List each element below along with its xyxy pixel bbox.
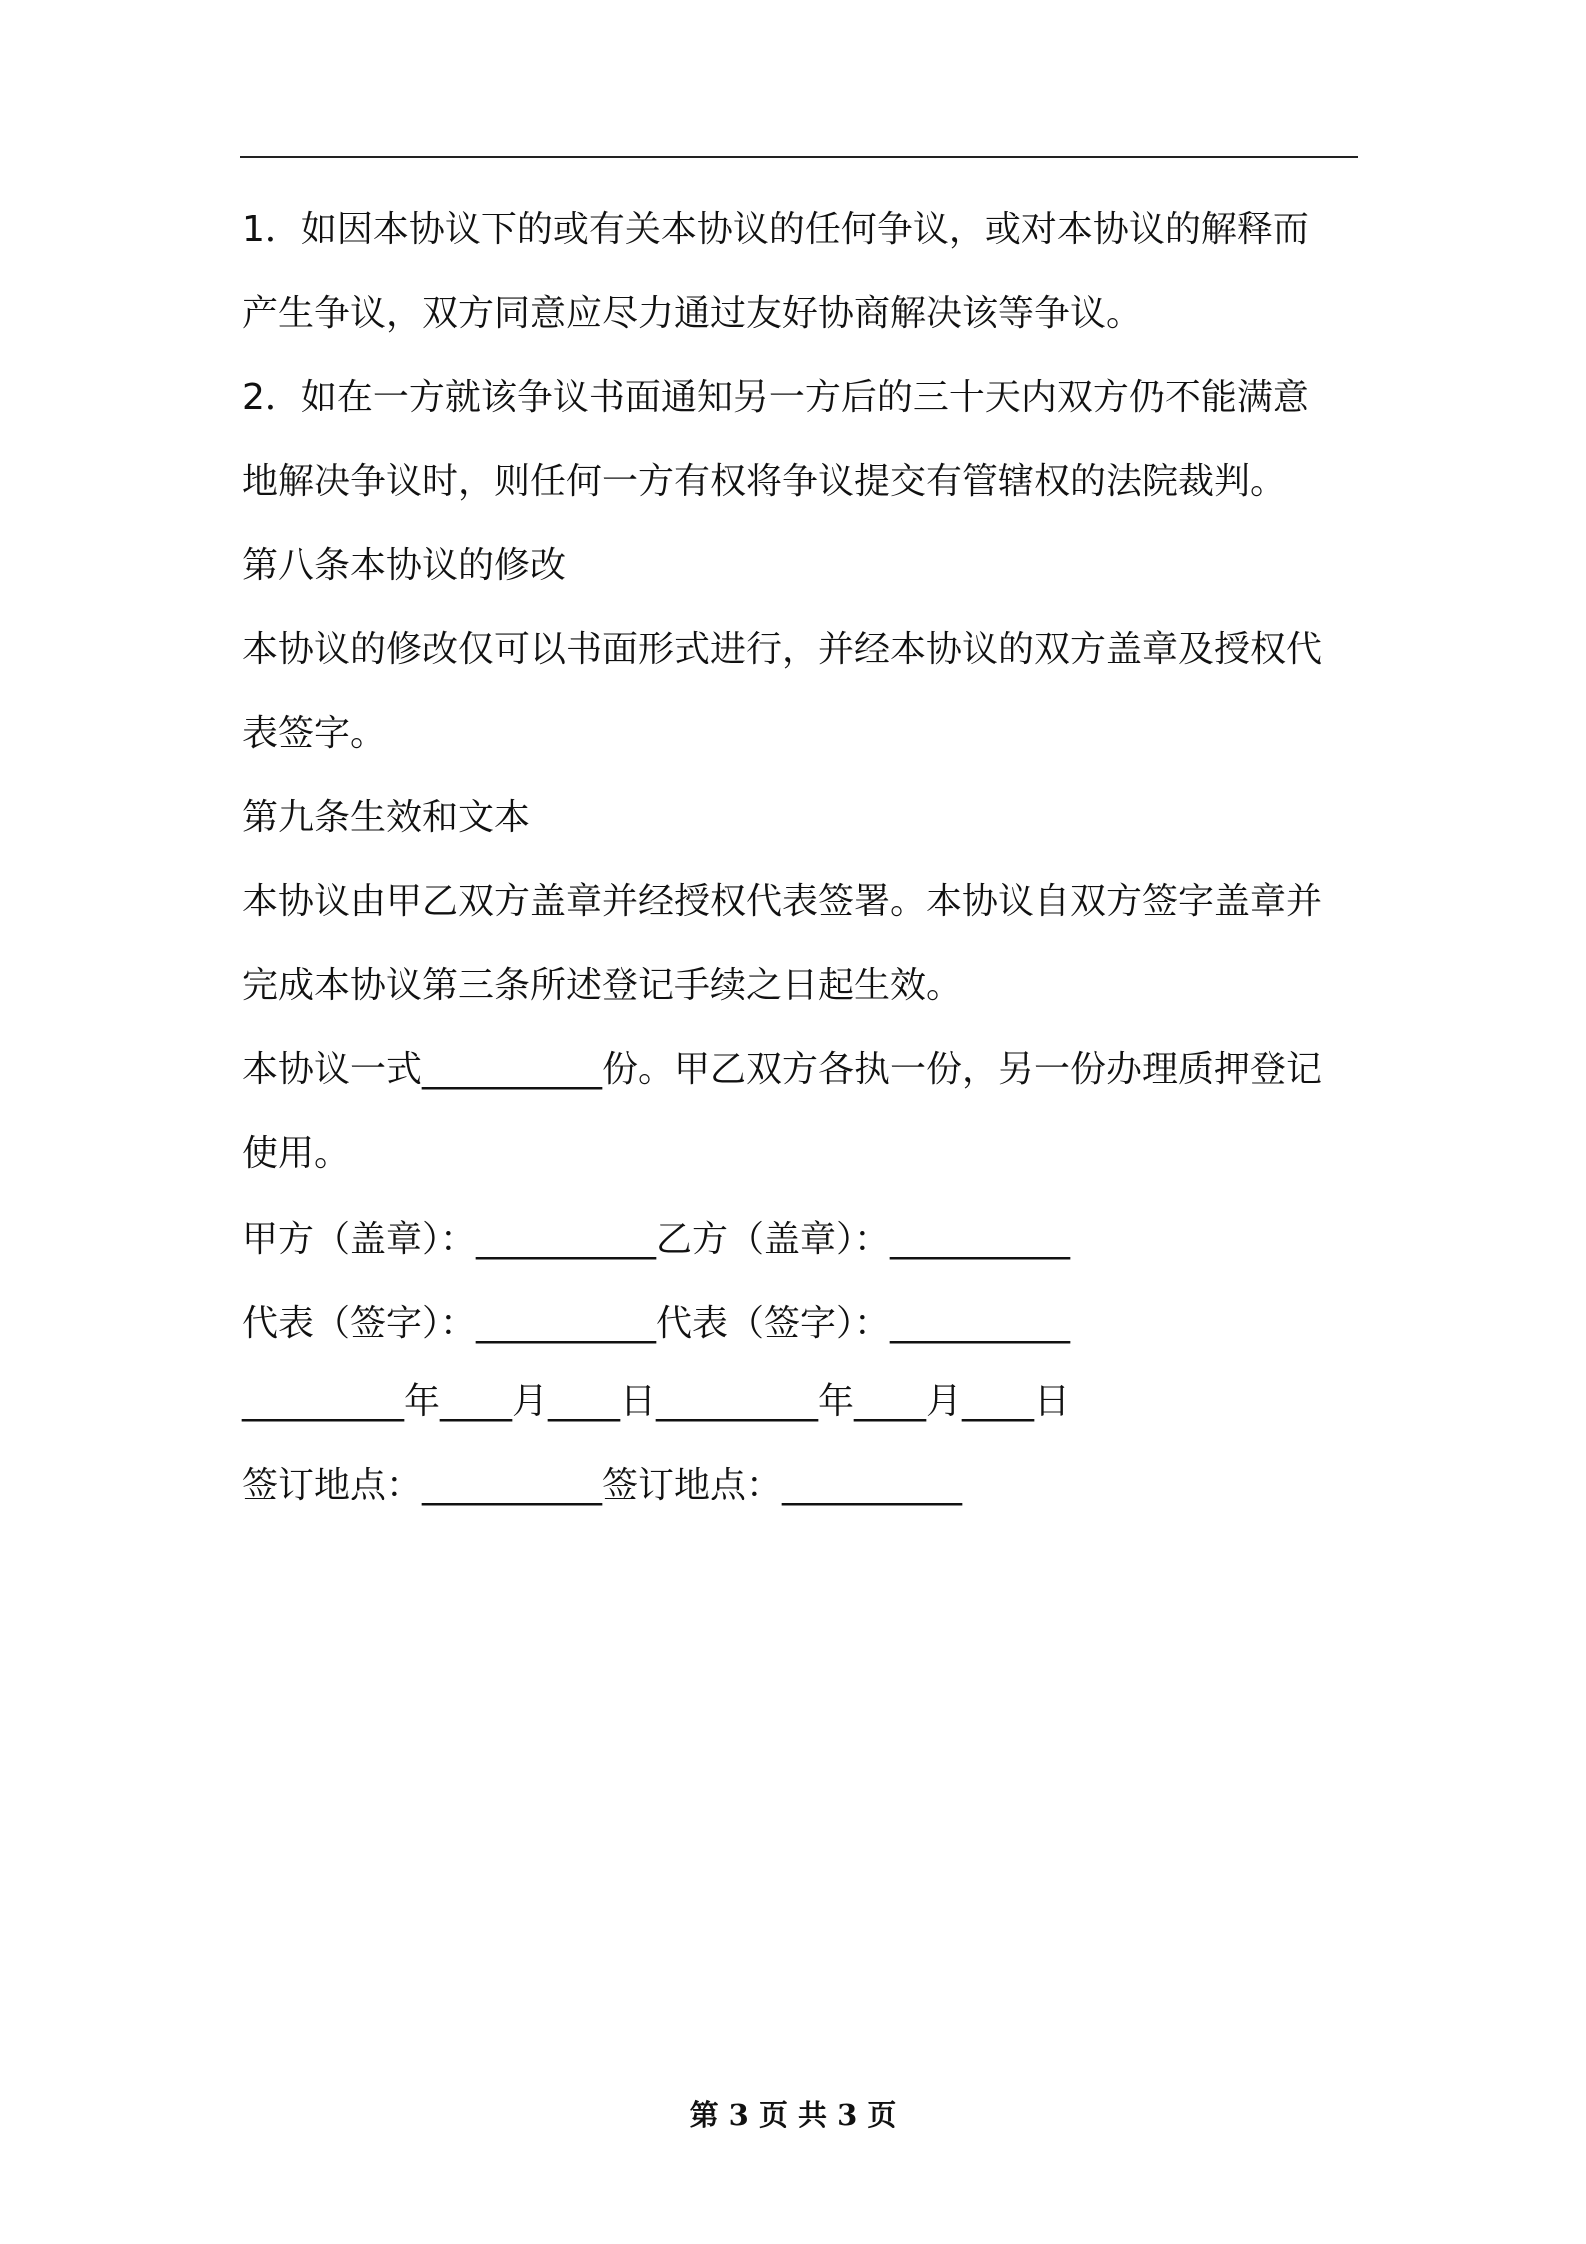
article-8-line-1: 本协议的修改仅可以书面形式进行，并经本协议的双方盖章及授权代	[242, 629, 1323, 670]
article-8-heading: 第八条本协议的修改	[242, 545, 567, 586]
seal-line: 甲方（盖章）：__________乙方（盖章）：__________	[242, 1219, 1071, 1260]
clause-1-line-2: 产生争议，双方同意应尽力通过友好协商解决该等争议。	[242, 293, 1143, 334]
article-9-line-1: 本协议由甲乙双方盖章并经授权代表签署。本协议自双方签字盖章并	[242, 881, 1323, 922]
clause-2-line-2: 地解决争议时，则任何一方有权将争议提交有管辖权的法院裁判。	[242, 461, 1287, 502]
page-number-footer: 第 3 页 共 3 页	[689, 2098, 897, 2132]
date-line: _________年____月____日_________年____月____日	[242, 1381, 1070, 1422]
article-9-heading: 第九条生效和文本	[242, 797, 531, 838]
signature-line: 代表（签字）：__________代表（签字）：__________	[242, 1303, 1071, 1344]
signing-place-line: 签订地点：__________签订地点：__________	[242, 1465, 963, 1506]
clause-1-line-1: 1．如因本协议下的或有关本协议的任何争议，或对本协议的解释而	[242, 209, 1309, 250]
header-rule	[240, 156, 1358, 158]
article-9-line-2: 完成本协议第三条所述登记手续之日起生效。	[242, 965, 963, 1006]
copies-line-1: 本协议一式__________份。甲乙双方各执一份，另一份办理质押登记	[242, 1049, 1323, 1090]
article-8-line-2: 表签字。	[242, 713, 387, 754]
copies-line-2: 使用。	[242, 1133, 351, 1174]
clause-2-line-1: 2．如在一方就该争议书面通知另一方后的三十天内双方仍不能满意	[242, 377, 1309, 418]
